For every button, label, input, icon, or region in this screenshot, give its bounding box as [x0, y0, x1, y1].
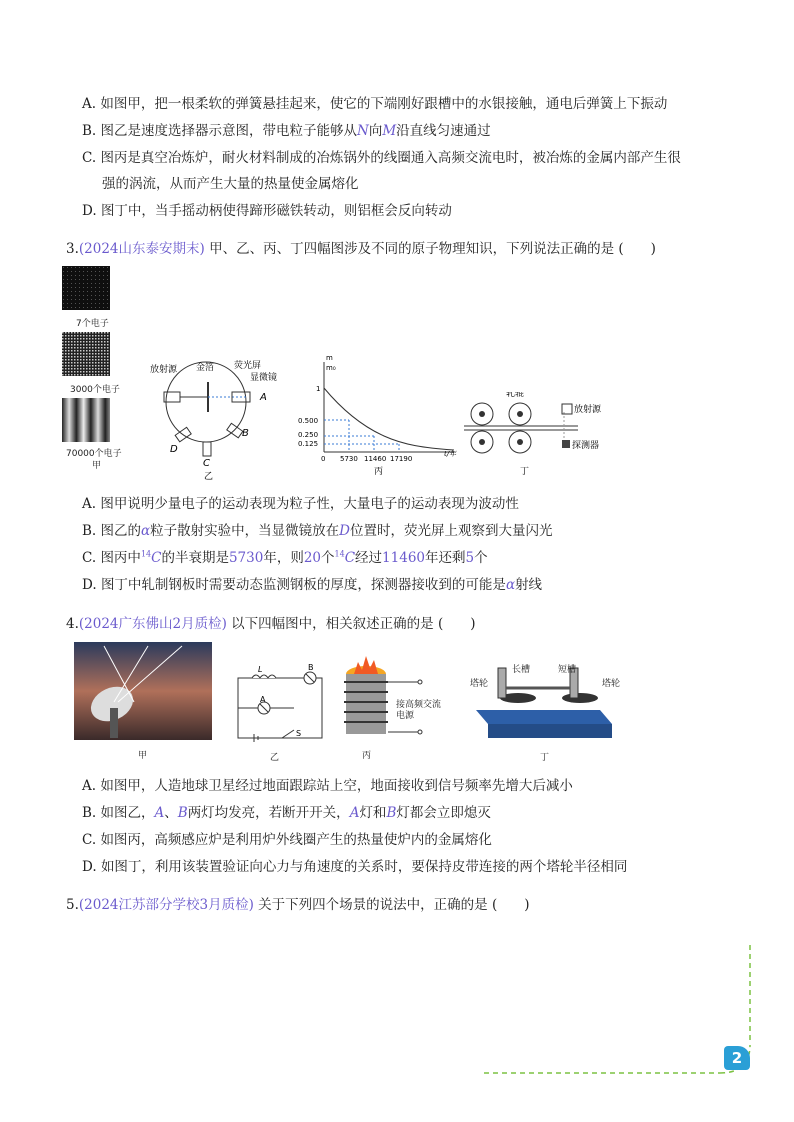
q4-stem: 4.(2024广东佛山2月质检) 以下四幅图中，相关叙述正确的是 ( ) [66, 616, 476, 632]
caption-ding: 丁 [520, 467, 530, 477]
lamp-circuit-diagram [232, 664, 332, 744]
label-b: B [242, 428, 249, 439]
label-detector: 探测器 [572, 441, 600, 451]
caption-bing: 丙 [374, 467, 384, 477]
q3-figure-ding [460, 392, 630, 480]
q2-option-c-cont: 强的涡流，从而产生大量的热量使金属熔化 [102, 176, 359, 192]
satellite-dish-photo [74, 642, 212, 742]
q3-figure-jia [62, 266, 130, 471]
label-l: L [258, 665, 263, 674]
rolling-mill-diagram [460, 392, 630, 480]
label-long-slot: 长槽 [512, 665, 531, 675]
ytick-1: 1 [316, 385, 321, 393]
ytick-0500: 0.500 [298, 417, 319, 425]
label-source: 放射源 [150, 365, 178, 375]
ytick-0250: 0.250 [298, 431, 319, 439]
label-70000-electrons: 70000个电子 [66, 449, 122, 459]
q3-option-a: A. 图甲说明少量电子的运动表现为粒子性，大量电子的运动表现为波动性 [82, 496, 519, 512]
q3-option-b: B. 图乙的α粒子散射实验中，当显微镜放在D位置时，荧光屏上观察到大量闪光 [82, 523, 553, 539]
q2-option-b: B. 图乙是速度选择器示意图，带电粒子能够从N向M沿直线匀速通过 [82, 123, 491, 139]
q2-option-a: A. 如图甲，把一根柔软的弹簧悬挂起来，使它的下端刚好跟槽中的水银接触，通电后弹簧上下振动 [82, 96, 668, 112]
q3-option-d: D. 图丁中轧制钢板时需要动态监测钢板的厚度，探测器接收到的可能是α射线 [82, 577, 543, 593]
q4-figure-bing [338, 652, 452, 764]
electron-interference-images [62, 266, 130, 456]
half-life-chart [294, 352, 464, 480]
q4-option-a: A. 如图甲，人造地球卫星经过地面跟踪站上空，地面接收到信号频率先增大后减小 [82, 778, 573, 794]
label-hf-power: 接高频交流电源 [396, 700, 442, 721]
ylabel-bottom: m₀ [326, 364, 336, 372]
xtick-5730: 5730 [340, 455, 358, 463]
q5-stem: 5.(2024江苏部分学校3月质检) 关于下列四个场景的说法中，正确的是 ( ) [66, 897, 530, 913]
ylabel-top: m [326, 354, 333, 362]
label-screen: 荧光屏 [234, 361, 262, 371]
alpha-scattering-diagram [148, 352, 288, 480]
caption-jia: 甲 [92, 461, 102, 471]
label-7-electrons: 7个电子 [76, 319, 109, 329]
label-a: A [260, 695, 266, 704]
q4-option-b: B. 如图乙，A、B两灯均发亮，若断开开关，A灯和B灯都会立即熄灭 [82, 805, 491, 821]
label-tower-wheel-left: 塔轮 [470, 679, 489, 689]
q4-figure-yi [232, 664, 332, 764]
label-microscope: 显微镜 [250, 373, 278, 383]
q2-option-d: D. 图丁中，当手摇动柄使得蹄形磁铁转动，则铝框会反向转动 [82, 203, 452, 219]
label-b: B [308, 664, 314, 672]
q4-figure-ding [470, 646, 620, 764]
q4-figure-jia [74, 642, 212, 762]
q4-option-d: D. 如图丁，利用该装置验证向心力与角速度的关系时，要保持皮带连接的两个塔轮半径相同 [82, 859, 628, 875]
q3-figure-yi [148, 352, 288, 480]
label-c: C [203, 458, 210, 469]
xtick-0: 0 [321, 455, 326, 463]
q3-stem: 3.(2024山东泰安期末) 甲、乙、丙、丁四幅图涉及不同的原子物理知识，下列说法正确的是 ( ) [66, 241, 656, 257]
xlabel: t/年 [444, 450, 457, 458]
caption-yi: 乙 [204, 472, 214, 480]
q4-option-c: C. 如图丙，高频感应炉是利用炉外线圈产生的热量使炉内的金属熔化 [82, 832, 492, 848]
label-roller: 轧辊 [506, 392, 525, 399]
label-gold-foil: 金箔 [196, 363, 215, 373]
label-d: D [170, 444, 178, 455]
caption-ding: 丁 [540, 753, 550, 763]
q3-option-c: C. 图丙中$^{14}$C的半衰期是5730年，则20个$^{14}$C经过11460年还剩5个 [82, 549, 488, 566]
q3-figure-bing [294, 352, 464, 480]
caption-yi: 乙 [270, 753, 280, 763]
caption-bing: 丙 [362, 751, 372, 761]
centripetal-apparatus-diagram [470, 646, 620, 744]
label-s: S [296, 729, 302, 738]
label-tower-wheel-right: 塔轮 [602, 679, 621, 689]
q2-option-c: C. 图丙是真空冶炼炉，耐火材料制成的冶炼锅外的线圈通入高频交流电时，被冶炼的金属内部产生很 [82, 150, 681, 166]
page-number-badge: 2 [724, 1046, 750, 1070]
page-corner-decoration [480, 945, 760, 1075]
ytick-0125: 0.125 [298, 440, 319, 448]
label-source: 放射源 [574, 405, 602, 415]
label-a: A [260, 392, 267, 403]
xtick-17190: 17190 [390, 455, 413, 463]
label-short-slot: 短槽 [558, 665, 577, 675]
label-3000-electrons: 3000个电子 [70, 385, 120, 395]
caption-jia: 甲 [138, 751, 148, 761]
induction-furnace-diagram [338, 652, 452, 744]
xtick-11460: 11460 [364, 455, 387, 463]
